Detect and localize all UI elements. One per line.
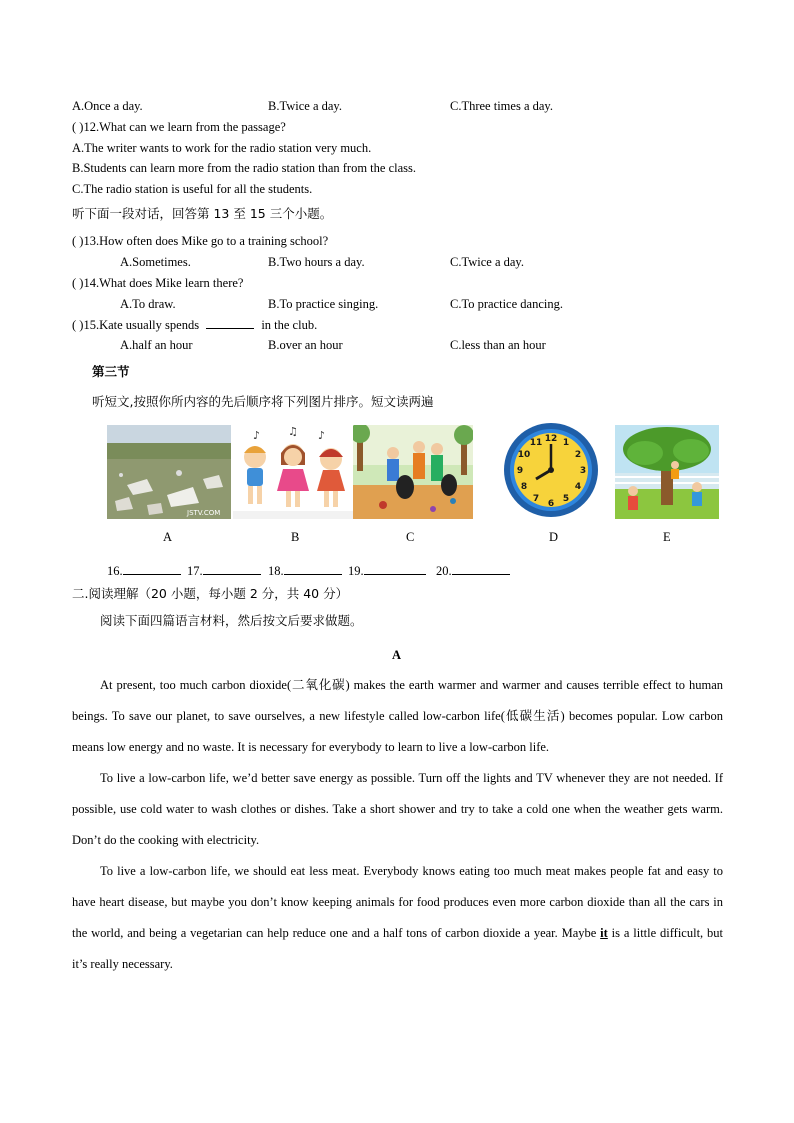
- q14-option-b: B.To practice singing.: [268, 297, 379, 311]
- picture-d-clock: [500, 422, 602, 518]
- picture-c-cleaning-up: [353, 425, 473, 519]
- dialog-instruction: 听下面一段对话，回答第 13 至 15 三个小题。: [72, 206, 333, 221]
- answer-19-blank[interactable]: [364, 562, 426, 575]
- answer-17[interactable]: [187, 562, 261, 579]
- svg-text:7: 7: [532, 494, 540, 504]
- q11-option-c: C.Three times a day.: [450, 99, 553, 113]
- svg-text:♪: ♪: [253, 429, 261, 442]
- picture-label-e: E: [663, 530, 671, 544]
- answer-19[interactable]: [348, 562, 426, 579]
- svg-text:3: 3: [579, 466, 587, 476]
- answer-16[interactable]: [107, 562, 181, 579]
- svg-text:4: 4: [574, 482, 582, 492]
- answer-20[interactable]: [436, 562, 510, 579]
- part2-title: 二.阅读理解（20 小题，每小题 2 分，共 40 分）: [72, 586, 349, 601]
- picture-label-b: B: [291, 530, 300, 544]
- answer-18-number: 18.: [268, 564, 284, 578]
- passage-a-underlined-it: it: [600, 926, 608, 940]
- answer-20-blank[interactable]: [452, 562, 510, 575]
- answer-20-number: 20.: [436, 564, 452, 578]
- picture-label-a: A: [163, 530, 173, 544]
- section3-instruction: 听短文,按照你所内容的先后顺序将下列图片排序。短文读两遍: [92, 394, 434, 409]
- svg-text:♫: ♫: [288, 425, 298, 438]
- q15-option-b: B.over an hour: [268, 338, 343, 352]
- passage-a-paragraph-3: [72, 856, 723, 980]
- q13-option-b: B.Two hours a day.: [268, 255, 365, 269]
- answer-16-blank[interactable]: [123, 562, 181, 575]
- q14-option-a: A.To draw.: [120, 297, 176, 311]
- q12-option-a: A.The writer wants to work for the radio station very much.: [72, 141, 372, 155]
- q15-stem-start: ( )15.Kate usually spends: [72, 318, 200, 332]
- svg-text:♪: ♪: [318, 429, 326, 442]
- section3-title: 第三节: [92, 364, 130, 379]
- answer-18-blank[interactable]: [284, 562, 342, 575]
- answer-17-blank[interactable]: [203, 562, 261, 575]
- q12-stem: ( )12.What can we learn from the passage?: [72, 120, 286, 134]
- q15-option-c: C.less than an hour: [450, 338, 546, 352]
- answer-19-number: 19.: [348, 564, 364, 578]
- answer-18[interactable]: [268, 562, 342, 579]
- q11-option-a: A.Once a day.: [72, 99, 143, 113]
- svg-text:1: 1: [562, 438, 570, 448]
- q15-blank: [206, 316, 254, 329]
- svg-text:2: 2: [574, 450, 582, 460]
- passage-a-letter: A: [392, 648, 402, 662]
- svg-text:10: 10: [517, 450, 531, 460]
- q15-option-a: A.half an hour: [120, 338, 193, 352]
- svg-text:8: 8: [520, 482, 528, 492]
- q13-stem: ( )13.How often does Mike go to a training school?: [72, 234, 329, 248]
- q14-option-c: C.To practice dancing.: [450, 297, 563, 311]
- picture-a-watermark: JSTV.COM: [187, 509, 221, 517]
- svg-text:12: 12: [544, 434, 558, 444]
- svg-text:9: 9: [516, 466, 524, 476]
- q15-stem-end: in the club.: [261, 318, 318, 332]
- svg-text:6: 6: [547, 499, 555, 509]
- q12-option-b: B.Students can learn more from the radio station than from the class.: [72, 161, 417, 175]
- answer-16-number: 16.: [107, 564, 123, 578]
- passage-a-p3-start: To live a low-carbon life, we should eat less meat. Everybody knows eating too much meat makes people fat and easy to have heart disease, but maybe you don’t know keeping animals for food produces even more carbon dioxide than all the cars in the world, and being a vegetarian can help reduce one and a half tons of carbon dioxide a year. Maybe: [72, 864, 723, 940]
- picture-label-c: C: [406, 530, 415, 544]
- q13-option-c: C.Twice a day.: [450, 255, 524, 269]
- q11-option-b: B.Twice a day.: [268, 99, 342, 113]
- picture-a-litter-field: [107, 425, 231, 519]
- part2-instruction: 阅读下面四篇语言材料，然后按文后要求做题。: [100, 613, 363, 628]
- q14-stem: ( )14.What does Mike learn there?: [72, 276, 244, 290]
- svg-text:11: 11: [529, 438, 543, 448]
- picture-label-d: D: [549, 530, 559, 544]
- passage-a-p3-end: is a little difficult, but it’s really necessary.: [72, 926, 723, 971]
- q15-stem: [72, 316, 317, 333]
- passage-a-paragraph-1: At present, too much carbon dioxide(二氧化碳) makes the earth warmer and warmer and causes terrible effect to human beings. To save our planet, to save ourselves, a new lifestyle called low-carbon life(低碳生活) becomes popular. Low carbon means low energy and no waste. It is necessary for everybody to learn to live a low-carbon life.: [72, 678, 723, 754]
- passage-a-body: [72, 670, 723, 980]
- q13-option-a: A.Sometimes.: [120, 255, 191, 269]
- answer-17-number: 17.: [187, 564, 203, 578]
- svg-text:5: 5: [562, 494, 570, 504]
- q12-option-c: C.The radio station is useful for all the students.: [72, 182, 313, 196]
- passage-a-paragraph-2: To live a low-carbon life, we’d better save energy as possible. Turn off the lights and TV whenever they are not needed. If possible, use cold water to wash clothes or dishes. Take a short shower and try to take a cold one when the weather gets warm. Don’t do the cooking with electricity.: [72, 771, 723, 847]
- picture-e-kids-tree: [615, 425, 719, 519]
- picture-b-dancing-kids: [233, 425, 353, 519]
